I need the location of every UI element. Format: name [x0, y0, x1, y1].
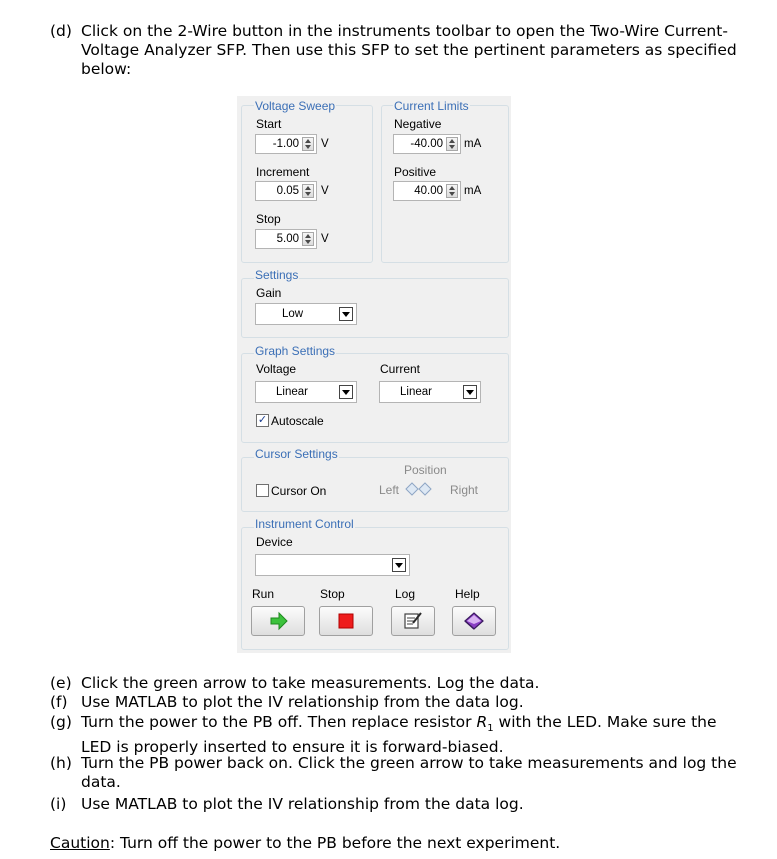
negative-limit-input[interactable]: -40.00 [393, 134, 461, 154]
voltage-sweep-title: Voltage Sweep [255, 99, 336, 113]
gain-label: Gain [256, 286, 282, 300]
stop-input[interactable]: 5.00 [255, 229, 317, 249]
intro-label: (d) [50, 22, 72, 40]
step-i: (i) Use MATLAB to plot the IV relationship from the data log. [50, 795, 524, 813]
help-button[interactable] [452, 606, 496, 636]
settings-title: Settings [255, 268, 299, 282]
current-scale-arrow-icon[interactable] [463, 385, 477, 399]
positive-unit: mA [464, 185, 482, 197]
start-label: Start [256, 117, 282, 131]
stop-label: Stop [320, 587, 345, 601]
cursor-left-arrow-icon [406, 483, 418, 495]
gain-dropdown-arrow-icon[interactable] [339, 307, 353, 321]
caution-label: Caution [50, 834, 110, 852]
instrument-control-title: Instrument Control [255, 517, 354, 531]
positive-spinner[interactable] [446, 184, 458, 198]
cursor-settings-title: Cursor Settings [255, 447, 338, 461]
voltage-scale-dropdown[interactable]: Linear [255, 381, 357, 403]
stop-spinner[interactable] [302, 232, 314, 246]
device-dropdown-arrow-icon[interactable] [392, 558, 406, 572]
help-book-icon [453, 607, 495, 635]
step-h: (h) Turn the PB power back on. Click the green arrow to take measurements and log the data. [50, 754, 737, 791]
positive-label: Positive [394, 165, 437, 179]
autoscale-checkbox[interactable]: ✓ [257, 414, 268, 426]
cursor-right-label: Right [450, 483, 479, 497]
caution-text: : Turn off the power to the PB before the next experiment. [109, 834, 561, 852]
current-limits-title: Current Limits [394, 99, 469, 113]
device-label: Device [256, 535, 293, 549]
cursor-on-label: Cursor On [271, 484, 327, 498]
log-notepad-icon [392, 607, 434, 635]
increment-input[interactable]: 0.05 [255, 181, 317, 201]
stop-unit: V [321, 233, 329, 245]
device-dropdown[interactable] [255, 554, 410, 576]
cursor-position-diamonds[interactable] [405, 481, 433, 497]
help-label: Help [455, 587, 480, 601]
stop-value-label: Stop [256, 212, 281, 226]
negative-label: Negative [394, 117, 442, 131]
log-label: Log [395, 587, 416, 601]
autoscale-label: Autoscale [271, 414, 324, 428]
run-button[interactable] [251, 606, 305, 636]
cursor-on-checkbox[interactable] [256, 484, 269, 497]
position-label: Position [404, 463, 447, 477]
log-button[interactable] [391, 606, 435, 636]
two-wire-analyzer-panel [237, 96, 511, 653]
increment-unit: V [321, 185, 329, 197]
intro-paragraph [50, 22, 750, 79]
increment-label: Increment [256, 165, 310, 179]
caution-note [50, 834, 560, 853]
negative-spinner[interactable] [446, 137, 458, 151]
current-scale-label: Current [380, 362, 421, 376]
intro-text: Click on the 2-Wire button in the instruments toolbar to open the Two-Wire Current-Voltage Analyzer SFP. Then use this SFP to set the pertinent parameters as specified below: [81, 22, 737, 78]
stop-button[interactable] [319, 606, 373, 636]
step-f: (f) Use MATLAB to plot the IV relationship from the data log. [50, 693, 524, 711]
stop-square-icon [320, 607, 372, 635]
voltage-scale-label: Voltage [256, 362, 297, 376]
negative-unit: mA [464, 138, 482, 150]
green-arrow-icon [252, 607, 304, 635]
cursor-right-arrow-icon [419, 483, 431, 495]
graph-settings-title: Graph Settings [255, 344, 336, 358]
gain-dropdown[interactable]: Low [255, 303, 357, 325]
cursor-left-label: Left [379, 483, 400, 497]
start-input[interactable]: -1.00 [255, 134, 317, 154]
voltage-scale-arrow-icon[interactable] [339, 385, 353, 399]
positive-limit-input[interactable]: 40.00 [393, 181, 461, 201]
step-e: (e) Click the green arrow to take measurements. Log the data. [50, 674, 540, 692]
start-unit: V [321, 138, 329, 150]
run-label: Run [252, 587, 275, 601]
increment-spinner[interactable] [302, 184, 314, 198]
current-scale-dropdown[interactable]: Linear [379, 381, 481, 403]
step-g: (g) Turn the power to the PB off. Then replace resistor $R_1$ with the LED. Make sure the LED is properly inserted to ensure it is forward-biased. [50, 713, 717, 757]
start-spinner[interactable] [302, 137, 314, 151]
